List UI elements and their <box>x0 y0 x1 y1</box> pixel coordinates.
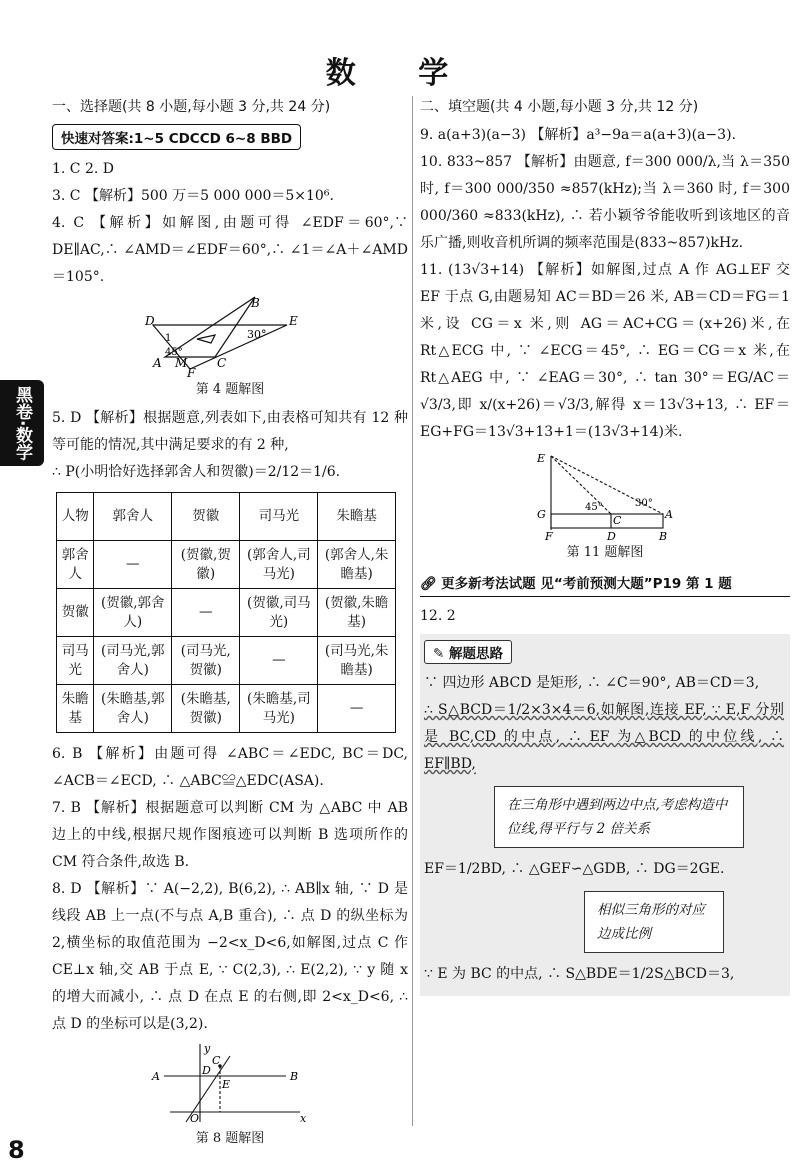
figure-q4-caption: 第 4 题解图 <box>195 382 265 397</box>
table-cell: 朱瞻基 <box>57 685 94 733</box>
table-cell: (郭舍人,朱瞻基) <box>318 541 396 589</box>
answer-q3: 3. C 【解析】500 万＝5 000 000＝5×10⁶. <box>52 188 334 204</box>
thinking-line-1: ∵ 四边形 ABCD 是矩形, ∴ ∠C＝90°, AB＝CD＝3, <box>424 675 760 691</box>
fig4-label-a: A <box>153 356 162 370</box>
table-row <box>57 589 396 637</box>
table-cell: 贺徽 <box>57 589 94 637</box>
table-cell: — <box>172 589 240 637</box>
figure-q8 <box>150 1042 310 1126</box>
fig11-label-b: B <box>659 530 668 540</box>
solution-thinking-tag <box>424 640 512 664</box>
fig8-label-x: x <box>300 1112 307 1125</box>
figure-q8-caption: 第 8 题解图 <box>195 1131 265 1146</box>
fig4-label-e: E <box>289 314 298 328</box>
fig4-label-30: 30° <box>247 328 267 341</box>
answer-q12: 12. 2 <box>420 608 456 624</box>
table-cell: (司马光,郭舍人) <box>94 637 172 685</box>
right-column <box>420 96 790 996</box>
fig4-label-d: D <box>145 314 155 328</box>
figure-q11 <box>535 450 675 540</box>
fig8-label-c: C <box>212 1054 221 1067</box>
fig11-label-a: A <box>665 508 673 521</box>
table-row <box>57 637 396 685</box>
thinking-line-2: ∴ S△BCD＝1/2×3×4＝6,如解图,连接 EF, ∵ E,F 分别是 BC,CD 的中点, ∴ EF 为△BCD 的中位线, ∴ EF∥BD, <box>424 702 784 772</box>
fig8-label-d: D <box>202 1064 211 1077</box>
more-questions-text: 更多新考法试题 见“考前预测大题”P19 第 1 题 <box>441 576 732 592</box>
thinking-line-3: EF＝1/2BD, ∴ △GEF∽△GDB, ∴ DG＝2GE. <box>424 861 725 877</box>
table-cell: (司马光,贺徽) <box>172 637 240 685</box>
fig4-inner-triangle <box>197 335 215 343</box>
fig4-label-b: B <box>251 296 260 310</box>
fig4-label-c: C <box>217 356 227 370</box>
fig4-label-f: F <box>187 366 196 377</box>
section-heading-fill: 二、填空题(共 4 小题,每小题 3 分,共 12 分) <box>420 99 699 115</box>
fig8-label-e: E <box>222 1078 231 1091</box>
page-title: 数 学 <box>325 56 475 91</box>
fig8-label-b: B <box>290 1070 299 1083</box>
table-cell: (朱瞻基,郭舍人) <box>94 685 172 733</box>
table-cell: — <box>94 541 172 589</box>
table-cell: (贺徽,朱瞻基) <box>318 589 396 637</box>
column-divider <box>412 96 413 1126</box>
fig4-label-45: 45° <box>165 347 183 358</box>
table-header-cell: 朱瞻基 <box>318 493 396 541</box>
fig8-label-y: y <box>204 1042 211 1055</box>
answer-q10: 10. 833~857 【解析】由题意, f＝300 000/λ,当 λ＝350 时, f＝300 000/350 ≈857(kHz);当 λ＝360 时, f＝300 000/360 ≈833(kHz), ∴ 若小颖爷爷能收听到该地区的音乐广播,则收音机所调的频率范围是(833~857)kHz. <box>420 154 790 251</box>
notepad-icon: ✎ <box>433 646 445 662</box>
fig11-label-d: D <box>607 530 616 540</box>
fig11-label-g: G <box>537 508 546 521</box>
quick-answer-box: 快速对答案:1~5 CDCCD 6~8 BBD <box>52 124 301 150</box>
fig8-label-o: O <box>190 1112 200 1125</box>
table-header-cell: 郭舍人 <box>94 493 172 541</box>
table-header-cell: 贺徽 <box>172 493 240 541</box>
page-number: 8 <box>8 1136 25 1164</box>
table-cell: — <box>318 685 396 733</box>
more-questions-banner <box>420 572 790 597</box>
table-cell: (朱瞻基,司马光) <box>240 685 318 733</box>
section-heading-choice: 一、选择题(共 8 小题,每小题 3 分,共 24 分) <box>52 99 331 115</box>
table-cell: (朱瞻基,贺徽) <box>172 685 240 733</box>
side-tab: 黑卷·数学 <box>0 380 44 466</box>
answer-q11: 11. (13√3+14) 【解析】如解图,过点 A 作 AG⊥EF 交 EF 于点 G,由题易知 AC＝BD＝26 米, AB＝CD＝FG＝1 米,设 CG＝x 米,则 AG＝AC+CG＝(x+26)米,在 Rt△ECG 中, ∵ ∠ECG＝45°, ∴ EG＝CG＝x 米,在 Rt△AEG 中, ∵ ∠EAG＝30°, ∴ tan 30°＝EG/AC＝√3/3,即 x/(x+26)＝√3/3,解得 x＝13√3+13, ∴ EF＝EG+FG＝13√3+13+1＝(13√3+14)米. <box>420 262 790 440</box>
solution-thinking-label: 解题思路 <box>449 646 504 662</box>
solution-thinking-area <box>420 634 790 996</box>
fig11-rect-gabf <box>551 514 663 528</box>
table-header-cell: 司马光 <box>240 493 318 541</box>
table-header-row <box>57 493 396 541</box>
left-column <box>52 96 408 1154</box>
probability-table <box>56 492 396 733</box>
answer-q6: 6. B 【解析】由题可得 ∠ABC＝∠EDC, BC＝DC, ∠ACB＝∠ECD, ∴ △ABC≌△EDC(ASA). <box>52 746 408 789</box>
thinking-line-4: ∵ E 为 BC 的中点, ∴ S△BDE＝1/2S△BCD＝3, <box>424 966 735 982</box>
table-cell: (贺徽,贺徽) <box>172 541 240 589</box>
answer-q4: 4. C 【解析】如解图,由题可得 ∠EDF＝60°,∵ DE∥AC,∴ ∠AMD＝∠EDF＝60°,∴ ∠1＝∠A＋∠AMD＝105°. <box>52 215 408 285</box>
fig4-label-m: M <box>175 356 188 370</box>
answer-q1-q2: 1. C 2. D <box>52 161 115 177</box>
fig11-label-c: C <box>613 514 622 527</box>
figure-q11-caption: 第 11 题解图 <box>566 545 644 560</box>
table-cell: (贺徽,司马光) <box>240 589 318 637</box>
table-cell: (郭舍人,司马光) <box>240 541 318 589</box>
link-icon: 🔗︎ <box>420 576 438 592</box>
table-cell: (司马光,朱瞻基) <box>318 637 396 685</box>
answer-q5: 5. D 【解析】根据题意,列表如下,由表格可知共有 12 种等可能的情况,其中满足要求的有 2 种, <box>52 410 408 453</box>
fig8-label-a: A <box>152 1070 160 1083</box>
table-cell: 司马光 <box>57 637 94 685</box>
table-cell: (贺徽,郭舍人) <box>94 589 172 637</box>
figure-q4 <box>135 295 325 377</box>
annotation-similar-triangles: 相似三角形的对应边成比例 <box>584 891 724 953</box>
fig11-label-45: 45° <box>585 502 603 513</box>
annotation-midline: 在三角形中遇到两边中点,考虑构造中位线,得平行与 2 倍关系 <box>494 786 744 848</box>
fig11-label-f: F <box>545 530 553 540</box>
answer-q9: 9. a(a+3)(a−3) 【解析】a³−9a＝a(a+3)(a−3). <box>420 127 736 143</box>
fig11-label-e: E <box>537 452 546 465</box>
fig11-label-30: 30° <box>635 498 653 509</box>
table-cell: — <box>240 637 318 685</box>
answer-q8: 8. D 【解析】∵ A(−2,2), B(6,2), ∴ AB∥x 轴, ∵ D 是线段 AB 上一点(不与点 A,B 重合), ∴ 点 D 的纵坐标为 2,横坐标的取值范围为 −2<x_D<6,如解图,过点 C 作 CE⊥x 轴,交 AB 于点 E, ∵ C(2,3), ∴ E(2,2), ∵ y 随 x 的增大而减小, ∴ 点 D 在点 E 的右侧,即 2<x_D<6, ∴ 点 D 的坐标可以是(3,2). <box>52 881 408 1032</box>
answer-q7: 7. B 【解析】根据题意可以判断 CM 为 △ABC 中 AB 边上的中线,根据尺规作图痕迹可以判断 B 选项所作的 CM 符合条件,故选 B. <box>52 800 408 870</box>
table-row <box>57 685 396 733</box>
table-cell: 郭舍人 <box>57 541 94 589</box>
fig4-label-1: 1 <box>165 333 172 344</box>
answer-q5-probability: ∴ P(小明恰好选择郭舍人和贺徽)＝2/12＝1/6. <box>52 464 341 480</box>
table-header-cell: 人物 <box>57 493 94 541</box>
table-row <box>57 541 396 589</box>
